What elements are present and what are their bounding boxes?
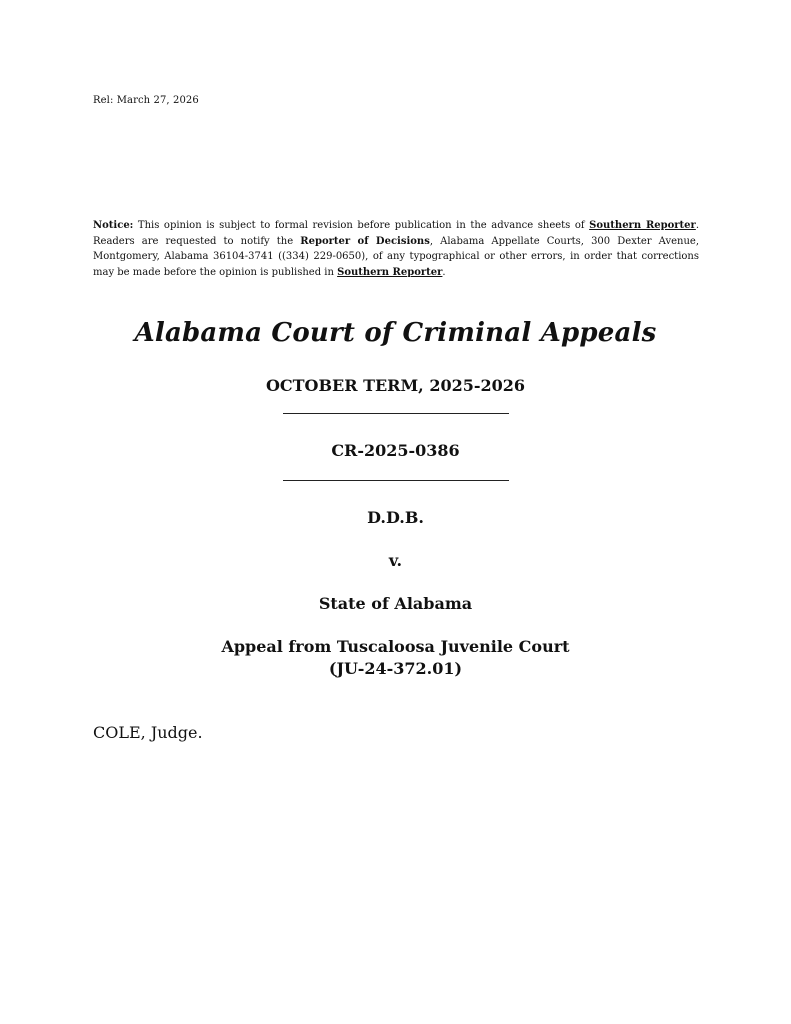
divider-rule (283, 413, 509, 414)
term: OCTOBER TERM, 2025-2026 (265, 376, 526, 395)
publication-notice (93, 218, 699, 280)
notice-text-2: . Readers are requested to notify the (93, 220, 699, 247)
lower-court-case-number: (JU-24-372.01) (328, 659, 463, 678)
opinion-author: COLE, Judge. (93, 723, 203, 742)
divider-rule (283, 480, 509, 481)
notice-text-4: . (442, 266, 446, 278)
appeal-from: Appeal from Tuscaloosa Juvenile Court (221, 637, 570, 656)
reporter-of-decisions: Reporter of Decisions (300, 235, 430, 247)
appellant: D.D.B. (367, 508, 424, 527)
appellee: State of Alabama (318, 594, 473, 613)
southern-reporter-ref-2: Southern Reporter (337, 266, 443, 278)
case-number: CR-2025-0386 (331, 441, 460, 460)
versus: v. (388, 551, 403, 570)
release-date: Rel: March 27, 2026 (93, 95, 199, 106)
notice-label: Notice: (93, 220, 134, 231)
southern-reporter-ref-1: Southern Reporter (589, 220, 696, 231)
notice-text-1: This opinion is subject to formal revision before publication in the advance sheets of (133, 220, 590, 231)
notice-text-3: , Alabama Appellate Courts, 300 Dexter Avenue, Montgomery, Alabama 36104-3741 ((334) 229-0650), of any typographical or other errors, in order that corrections may be made before the opinion is published in (93, 235, 700, 278)
court-name: Alabama Court of Criminal Appeals (134, 318, 657, 348)
